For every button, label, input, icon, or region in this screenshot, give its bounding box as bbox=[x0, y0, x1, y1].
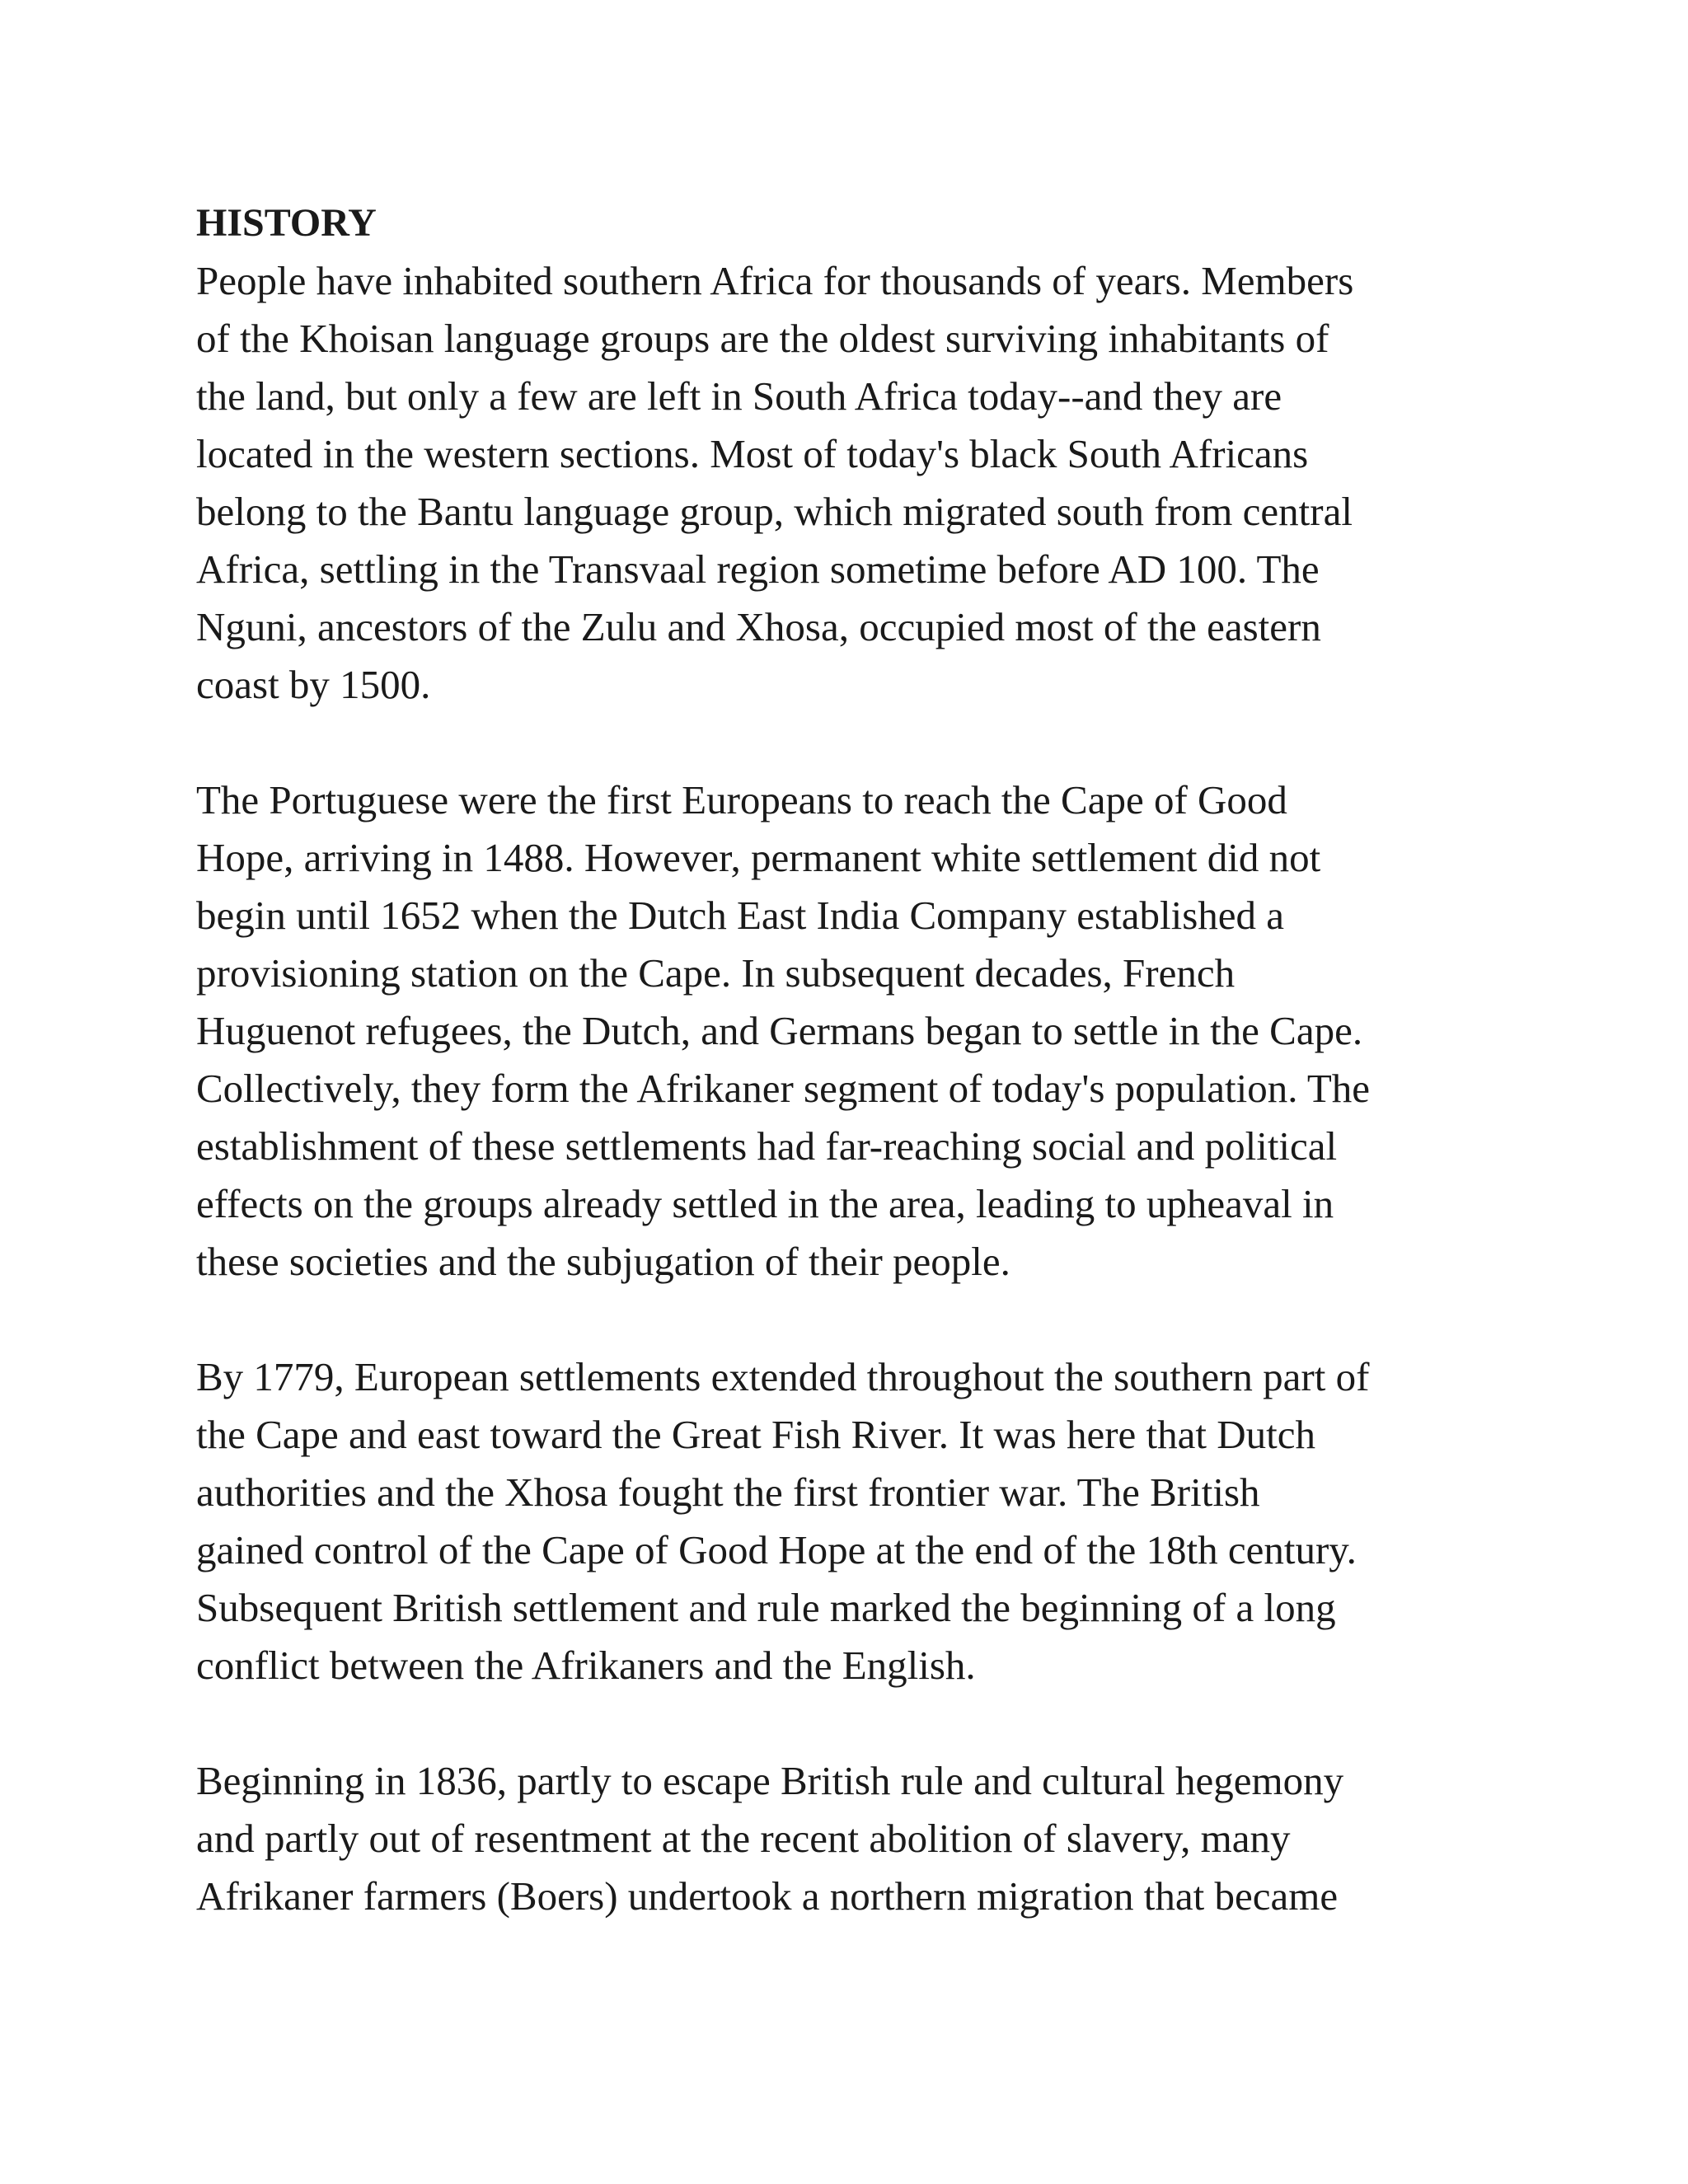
paragraph-line: Africa, settling in the Transvaal region sometime before AD 100. The bbox=[196, 546, 1320, 592]
paragraph-line: gained control of the Cape of Good Hope at the end of the 18th century. bbox=[196, 1527, 1357, 1572]
paragraph-3 bbox=[196, 1348, 1515, 1694]
paragraph-line: the land, but only a few are left in South Africa today--and they are bbox=[196, 373, 1282, 419]
paragraph-spacer bbox=[196, 1694, 1515, 1752]
paragraph-spacer bbox=[196, 1291, 1515, 1348]
paragraph-line: Nguni, ancestors of the Zulu and Xhosa, occupied most of the eastern bbox=[196, 604, 1321, 649]
paragraph-line: the Cape and east toward the Great Fish River. It was here that Dutch bbox=[196, 1412, 1315, 1457]
paragraph-line: these societies and the subjugation of their people. bbox=[196, 1239, 1010, 1284]
paragraph-line: Hope, arriving in 1488. However, permanent white settlement did not bbox=[196, 835, 1321, 880]
paragraph-line: and partly out of resentment at the recent abolition of slavery, many bbox=[196, 1816, 1291, 1861]
paragraph-line: The Portuguese were the first Europeans to reach the Cape of Good bbox=[196, 777, 1287, 823]
paragraph-line: Collectively, they form the Afrikaner segment of today's population. The bbox=[196, 1066, 1371, 1111]
paragraph-line: conflict between the Afrikaners and the English. bbox=[196, 1643, 976, 1688]
paragraph-line: establishment of these settlements had far-reaching social and political bbox=[196, 1123, 1338, 1169]
paragraph-line: Subsequent British settlement and rule marked the beginning of a long bbox=[196, 1585, 1336, 1630]
paragraph-2 bbox=[196, 771, 1515, 1291]
paragraph-spacer bbox=[196, 714, 1515, 771]
paragraph-line: located in the western sections. Most of today's black South Africans bbox=[196, 431, 1309, 476]
paragraph-line: belong to the Bantu language group, which migrated south from central bbox=[196, 489, 1353, 534]
paragraph-line: begin until 1652 when the Dutch East India Company established a bbox=[196, 893, 1285, 938]
paragraph-line: Beginning in 1836, partly to escape British rule and cultural hegemony bbox=[196, 1758, 1344, 1803]
paragraph-1 bbox=[196, 252, 1515, 714]
document-body bbox=[196, 194, 1515, 1925]
paragraph-line: effects on the groups already settled in the area, leading to upheaval in bbox=[196, 1181, 1334, 1226]
paragraph-line: Huguenot refugees, the Dutch, and Germans began to settle in the Cape. bbox=[196, 1008, 1363, 1053]
section-heading: HISTORY bbox=[196, 201, 377, 245]
paragraph-line: coast by 1500. bbox=[196, 662, 431, 707]
paragraph-line: provisioning station on the Cape. In subsequent decades, French bbox=[196, 950, 1236, 996]
paragraph-line: By 1779, European settlements extended throughout the southern part of bbox=[196, 1354, 1370, 1399]
paragraph-line: Afrikaner farmers (Boers) undertook a northern migration that became bbox=[196, 1873, 1339, 1919]
paragraph-line: of the Khoisan language groups are the oldest surviving inhabitants of bbox=[196, 316, 1329, 361]
paragraph-line: People have inhabited southern Africa for thousands of years. Members bbox=[196, 258, 1354, 303]
paragraph-4 bbox=[196, 1752, 1515, 1925]
paragraph-line: authorities and the Xhosa fought the first frontier war. The British bbox=[196, 1469, 1260, 1515]
